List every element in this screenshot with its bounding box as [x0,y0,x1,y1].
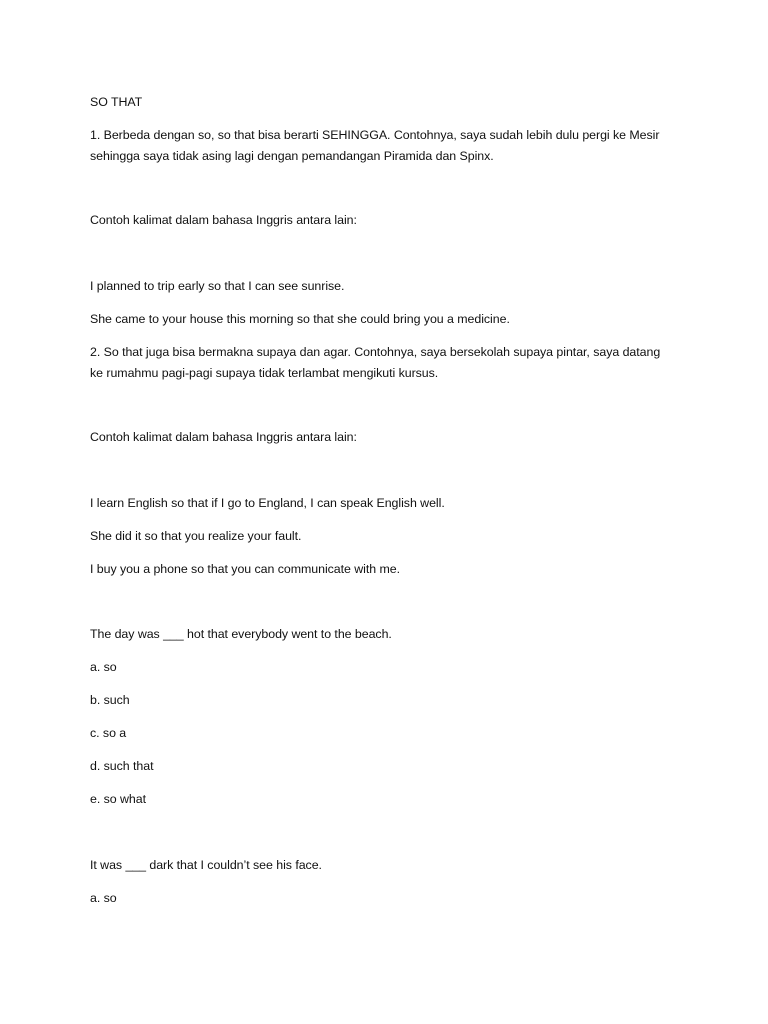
example-sentence: I buy you a phone so that you can communicate with me. [90,562,400,576]
point-2-line-2: ke rumahmu pagi-pagi supaya tidak terlambat mengikuti kursus. [90,366,439,380]
example-sentence: She did it so that you realize your fault. [90,529,302,543]
question-option: a. so [90,891,117,905]
document-heading: SO THAT [90,95,143,109]
example-sentence: I planned to trip early so that I can see sunrise. [90,279,345,293]
question-2-prompt: It was ___ dark that I couldn’t see his face. [90,858,322,872]
question-option: e. so what [90,792,146,806]
question-option: d. such that [90,759,154,773]
examples-intro-1: Contoh kalimat dalam bahasa Inggris antara lain: [90,213,357,227]
examples-intro-2: Contoh kalimat dalam bahasa Inggris antara lain: [90,430,357,444]
question-1-prompt: The day was ___ hot that everybody went to the beach. [90,627,392,641]
question-option: b. such [90,693,130,707]
point-1-line-2: sehingga saya tidak asing lagi dengan pemandangan Piramida dan Spinx. [90,149,494,163]
question-option: c. so a [90,726,127,740]
point-2-line-1: 2. So that juga bisa bermakna supaya dan agar. Contohnya, saya bersekolah supaya pintar, saya datang [90,345,661,359]
example-sentence: I learn English so that if I go to England, I can speak English well. [90,496,445,510]
question-option: a. so [90,660,117,674]
point-1-line-1: 1. Berbeda dengan so, so that bisa berarti SEHINGGA. Contohnya, saya sudah lebih dulu pergi ke Mesir [90,128,660,142]
example-sentence: She came to your house this morning so that she could bring you a medicine. [90,312,510,326]
